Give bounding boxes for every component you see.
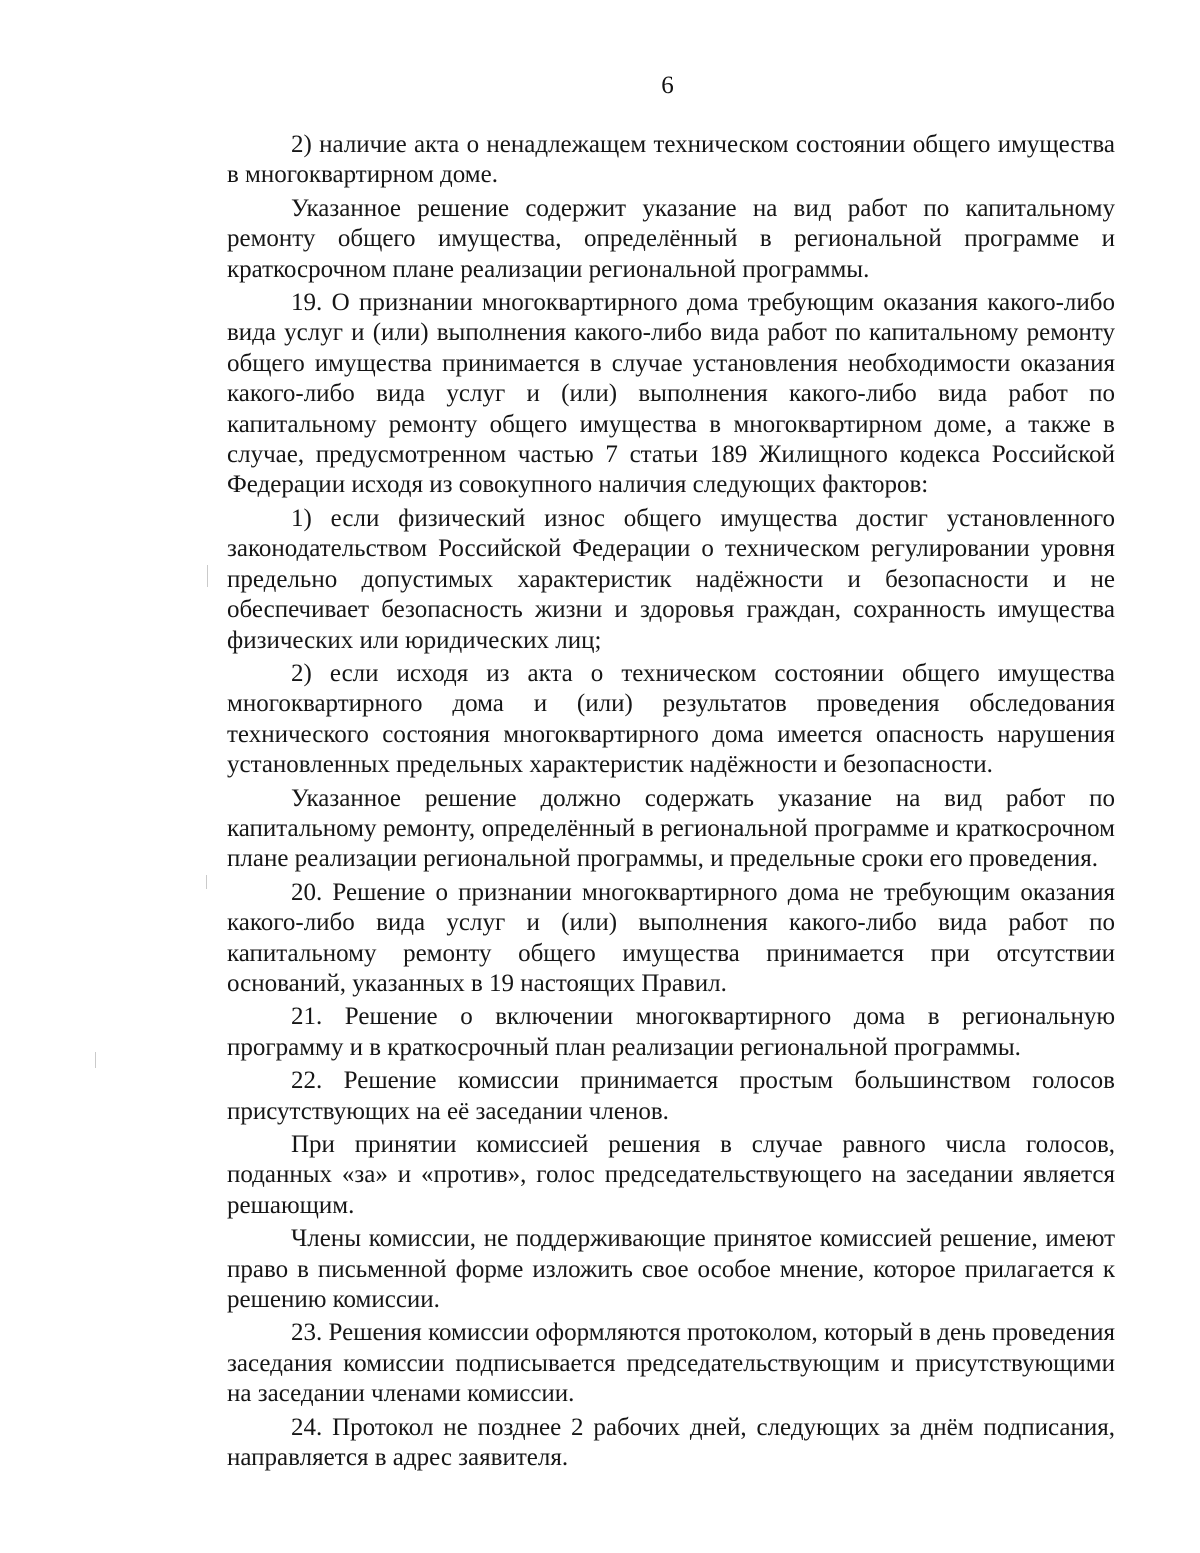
- paragraph-22-tie-vote: При принятии комиссией решения в случае равного числа голосов, поданных «за» и «против», голос председательствующего на заседании является решающим.: [227, 1131, 1115, 1219]
- paragraph-24: 24. Протокол не позднее 2 рабочих дней, следующих за днём подписания, направляется в адрес заявителя.: [227, 1413, 1115, 1472]
- paragraph-19-decision-content: Указанное решение должно содержать указание на вид работ по капитальному ремонту, определённый в региональной программе и краткосрочном плане реализации региональной программы, и предельные сроки его проведения.: [227, 784, 1115, 873]
- page-number: 6: [661, 72, 674, 99]
- paragraph-20: 20. Решение о признании многоквартирного дома не требующим оказания какого-либо вида услуг и (или) выполнения какого-либо вида работ по капитальному ремонту общего имущества принимается при отсутствии оснований, указанных в 19 настоящих Правил.: [227, 878, 1115, 997]
- scan-artifact-left-bottom: [95, 1052, 96, 1068]
- paragraph-21: 21. Решение о включении многоквартирного дома в региональную программу и в краткосрочный план реализации региональной программы.: [227, 1003, 1115, 1061]
- paragraph-23: 23. Решения комиссии оформляются протоколом, который в день проведения заседания комиссии подписывается председательствующим и присутствующими на заседании членами комиссии.: [227, 1319, 1115, 1408]
- paragraph-19-item-1: 1) если физический износ общего имущества достиг установленного законодательством Российской Федерации о техническом регулировании уровня предельно допустимых характеристик надёжности и безопасности и не обеспечивает безопасность жизни и здоровья граждан, сохранность имущества физических или юридических лиц;: [227, 504, 1115, 654]
- paragraph-decision-content: Указанное решение содержит указание на вид работ по капитальному ремонту общего имущества, определённый в региональной программе и краткосрочном плане реализации региональной программы.: [227, 194, 1115, 283]
- scan-artifact-left-top: [207, 565, 208, 587]
- paragraph-19-item-2: 2) если исходя из акта о техническом состоянии общего имущества многоквартирного дома и (или) результатов проведения обследования технического состояния многоквартирного дома имеется опасность нарушения установленных предельных характеристик надёжности и безопасности.: [227, 659, 1115, 779]
- paragraph-22: 22. Решение комиссии принимается простым большинством голосов присутствующих на её заседании членов.: [227, 1067, 1115, 1125]
- scan-artifact-left-middle: [206, 875, 207, 889]
- paragraph-22-dissent: Члены комиссии, не поддерживающие принятое комиссией решение, имеют право в письменной форме изложить свое особое мнение, которое прилагается к решению комиссии.: [227, 1225, 1115, 1314]
- document-body: [227, 130, 1115, 1473]
- paragraph-item-2-act: 2) наличие акта о ненадлежащем техническом состоянии общего имущества в многоквартирном доме.: [227, 131, 1115, 189]
- paragraph-19: 19. О признании многоквартирного дома требующим оказания какого-либо вида услуг и (или) выполнения какого-либо вида работ по капитальному ремонту общего имущества принимается в случае установления необходимости оказания какого-либо вида услуг и (или) выполнения какого-либо вида работ по капитальному ремонту общего имущества в многоквартирном доме, а также в случае, предусмотренном частью 7 статьи 189 Жилищного кодекса Российской Федерации исходя из совокупного наличия следующих факторов:: [227, 289, 1115, 499]
